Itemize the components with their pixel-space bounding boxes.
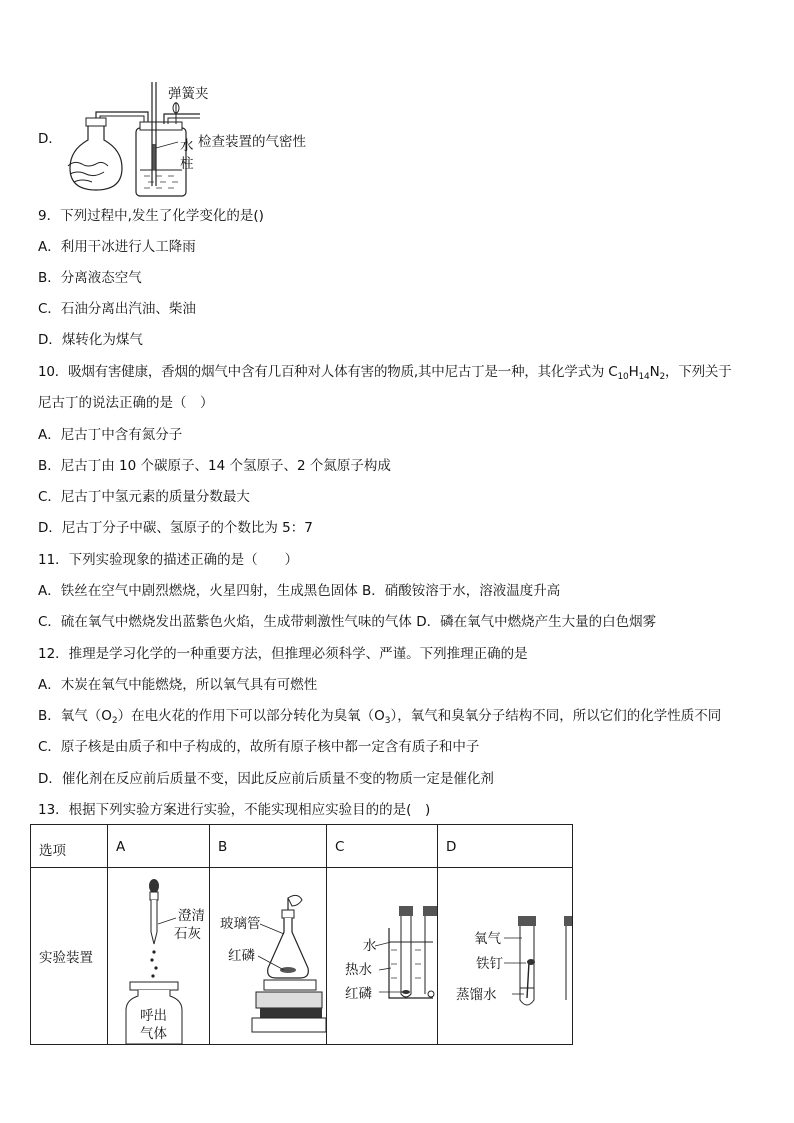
q12-b-sub-2: 3: [384, 716, 391, 726]
q10-option-a: A．尼古丁中含有氮分子: [38, 427, 183, 443]
header-cell-a: A: [108, 825, 210, 868]
airtightness-check-figure: [60, 78, 360, 198]
apparatus-d-drawing: [438, 868, 572, 1044]
q10-stem-line2: 尼古丁的说法正确的是（ ）: [38, 395, 214, 411]
exhaled-gas-label-1: 呼出: [140, 1008, 167, 1024]
hot-water-label: 热水: [345, 962, 372, 978]
q10-option-d: D．尼古丁分子中碳、氢原子的个数比为 5：7: [38, 520, 313, 536]
apparatus-c-cell: [327, 868, 438, 1045]
q12-option-d: D．催化剂在反应前后质量不变，因此反应前后质量不变的物质一定是催化剂: [38, 771, 494, 787]
q12-b-text-3: ），氧气和臭氧分子结构不同，所以它们的化学性质不同: [390, 708, 722, 724]
header-cell-d: D: [438, 825, 573, 868]
q11-options-cd: C．硫在氧气中燃烧发出蓝紫色火焰，生成带刺激性气味的气体 D．磷在氧气中燃烧产生大量的白色烟雾: [38, 614, 657, 630]
q10-subscript-n: 2: [659, 372, 666, 382]
q10-option-c: C．尼古丁中氢元素的质量分数最大: [38, 489, 250, 505]
water-label-c: 水: [363, 938, 377, 954]
apparatus-a-drawing: [108, 868, 209, 1044]
table-header-row: [31, 825, 573, 868]
apparatus-c-drawing: [327, 868, 437, 1044]
q10-option-b: B．尼古丁由 10 个碳原子、14 个氢原子、2 个氮原子构成: [38, 458, 391, 474]
q12-option-a: A．木炭在氧气中能燃烧，所以氧气具有可燃性: [38, 677, 318, 693]
water-column-label-2: 柱: [180, 156, 194, 172]
table-row-apparatus: [31, 868, 573, 1045]
q9-option-b: B．分离液态空气: [38, 270, 142, 286]
experiment-table: [30, 824, 573, 1045]
header-cell-c: C: [327, 825, 438, 868]
exhaled-gas-label-2: 气体: [140, 1026, 167, 1042]
q11-stem: 11．下列实验现象的描述正确的是（ ）: [38, 552, 299, 568]
q12-b-text-1: B．氧气（O: [38, 708, 112, 724]
q12-option-c: C．原子核是由质子和中子构成的，故所有原子核中都一定含有质子和中子: [38, 739, 480, 755]
water-column-label-1: 水: [180, 138, 194, 154]
q12-b-sub-1: 2: [111, 716, 118, 726]
q9-option-d: D．煤转化为煤气: [38, 332, 143, 348]
q8-option-d-letter: D．: [38, 131, 62, 147]
q10-stem-tail: ，下列关于: [665, 364, 732, 380]
q9-stem: 9．下列过程中,发生了化学变化的是(): [38, 208, 264, 224]
q13-stem: 13．根据下列实验方案进行实验，不能实现相应实验目的的是( ): [38, 802, 431, 818]
q12-option-b: [38, 707, 721, 730]
q11-options-ab: A．铁丝在空气中剧烈燃烧，火星四射，生成黑色固体 B．硝酸铵溶于水，溶液温度升高: [38, 583, 561, 599]
header-cell-b: B: [210, 825, 327, 868]
red-phosphorus-label-b: 红磷: [228, 948, 255, 964]
distilled-water-label: 蒸馏水: [456, 987, 497, 1003]
limewater-label-1: 澄清: [178, 908, 205, 924]
apparatus-b-drawing: [210, 868, 326, 1044]
q10-h-symbol: H: [628, 364, 639, 380]
q10-stem: [38, 363, 732, 386]
q10-stem-text: 10．吸烟有害健康，香烟的烟气中含有几百种对人体有害的物质,其中尼古丁是一种，其化学式为 C: [38, 364, 618, 380]
apparatus-b-cell: [210, 868, 327, 1045]
q10-subscript-c: 10: [617, 372, 629, 382]
row-label: 实验装置: [39, 950, 93, 966]
iron-nail-label: 铁钉: [476, 956, 503, 972]
spring-clamp-label: 弹簧夹: [168, 86, 209, 102]
q12-stem: 12．推理是学习化学的一种重要方法，但推理必须科学、严谨。下列推理正确的是: [38, 646, 528, 662]
q10-subscript-h: 14: [638, 372, 650, 382]
red-phosphorus-label-c: 红磷: [345, 986, 372, 1002]
header-cell-option: 选项: [31, 825, 108, 868]
q9-option-a: A．利用干冰进行人工降雨: [38, 239, 196, 255]
apparatus-d-cell: [438, 868, 573, 1045]
row-label-cell: [31, 868, 108, 1045]
apparatus-a-cell: [108, 868, 210, 1045]
q12-b-text-2: ）在电火花的作用下可以部分转化为臭氧（O: [117, 708, 385, 724]
limewater-label-2: 石灰: [174, 926, 201, 942]
glass-tube-label: 玻璃管: [220, 916, 261, 932]
q10-n-symbol: N: [649, 364, 660, 380]
oxygen-label: 氧气: [474, 931, 501, 947]
airtightness-caption: 检查装置的气密性: [198, 134, 306, 150]
q9-option-c: C．石油分离出汽油、柴油: [38, 301, 196, 317]
